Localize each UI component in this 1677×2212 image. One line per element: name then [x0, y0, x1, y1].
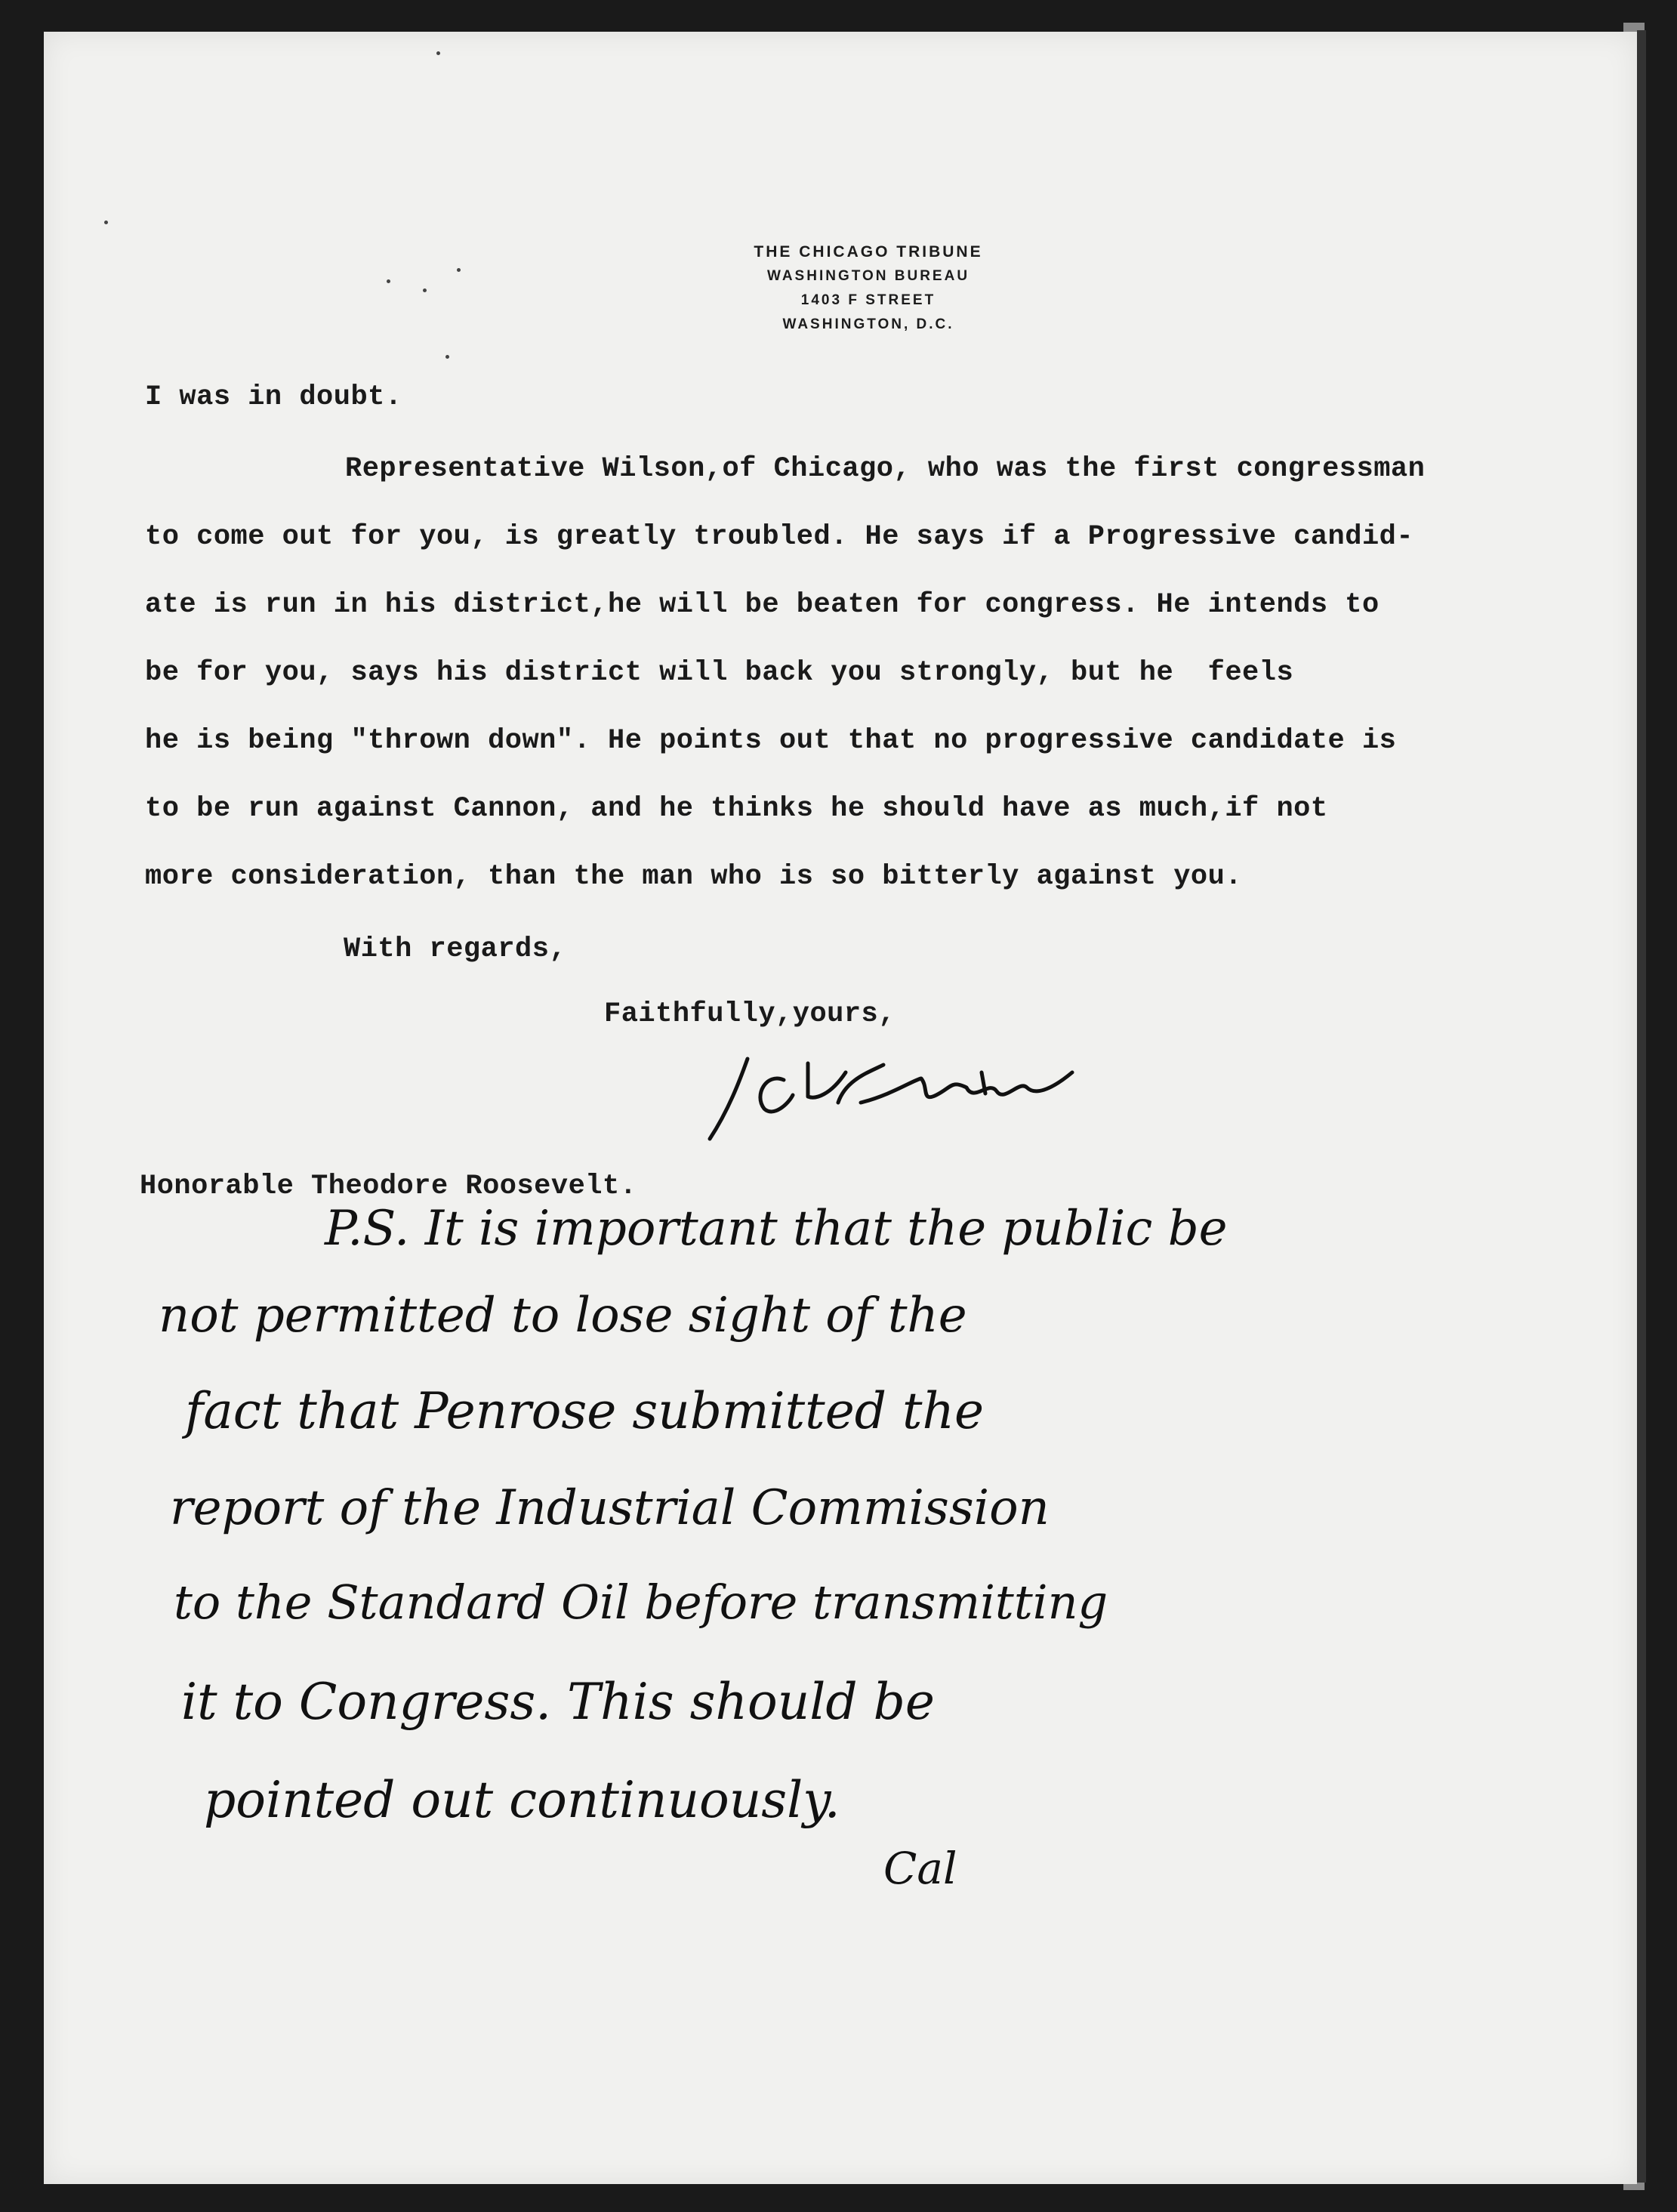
dust-speck — [104, 221, 108, 224]
postscript-line: P.S. It is important that the public be — [325, 1201, 1228, 1257]
paragraph-line: more consideration, than the man who is so bitterly against you. — [145, 861, 1243, 893]
postscript-signoff: Cal — [883, 1843, 957, 1894]
paragraph-line: be for you, says his district will back you strongly, but he feels — [145, 657, 1294, 689]
dust-speck — [387, 279, 390, 283]
postscript-line: fact that Penrose submitted the — [185, 1382, 985, 1440]
dust-speck — [423, 288, 427, 292]
addressee-line: Honorable Theodore Roosevelt. — [140, 1171, 637, 1202]
letterhead-newspaper: THE CHICAGO TRIBUNE — [754, 243, 983, 261]
handwritten-signature — [695, 1050, 1080, 1148]
paragraph-line: to come out for you, is greatly troubled. He says if a Progressive candid- — [145, 521, 1414, 553]
letterhead-bureau: WASHINGTON BUREAU — [766, 268, 970, 284]
opening-line: I was in doubt. — [145, 381, 402, 413]
postscript-line: to the Standard Oil before transmitting — [174, 1575, 1108, 1630]
letterhead-street: 1403 F STREET — [800, 292, 936, 308]
dust-speck — [445, 355, 449, 359]
postscript-line: pointed out continuously. — [204, 1771, 840, 1829]
page-edge-shadow — [1637, 30, 1646, 2183]
letterhead-city: WASHINGTON, D.C. — [782, 316, 954, 332]
paragraph-line: ate is run in his district,he will be beaten for congress. He intends to — [145, 589, 1380, 621]
paragraph-line: he is being "thrown down". He points out that no progressive candidate is — [145, 725, 1397, 757]
letterhead — [680, 240, 1057, 337]
paragraph-line: Representative Wilson,of Chicago, who was the first congressman — [345, 453, 1426, 485]
regards-line: With regards, — [344, 933, 567, 965]
postscript-line: it to Congress. This should be — [181, 1673, 935, 1731]
dust-speck — [436, 51, 440, 55]
closing-line: Faithfully,yours, — [604, 998, 896, 1030]
dust-speck — [457, 268, 461, 272]
postscript-line: not permitted to lose sight of the — [159, 1288, 967, 1344]
paragraph-line: to be run against Cannon, and he thinks he should have as much,if not — [145, 793, 1328, 825]
postscript-line: report of the Industrial Commission — [170, 1480, 1050, 1536]
